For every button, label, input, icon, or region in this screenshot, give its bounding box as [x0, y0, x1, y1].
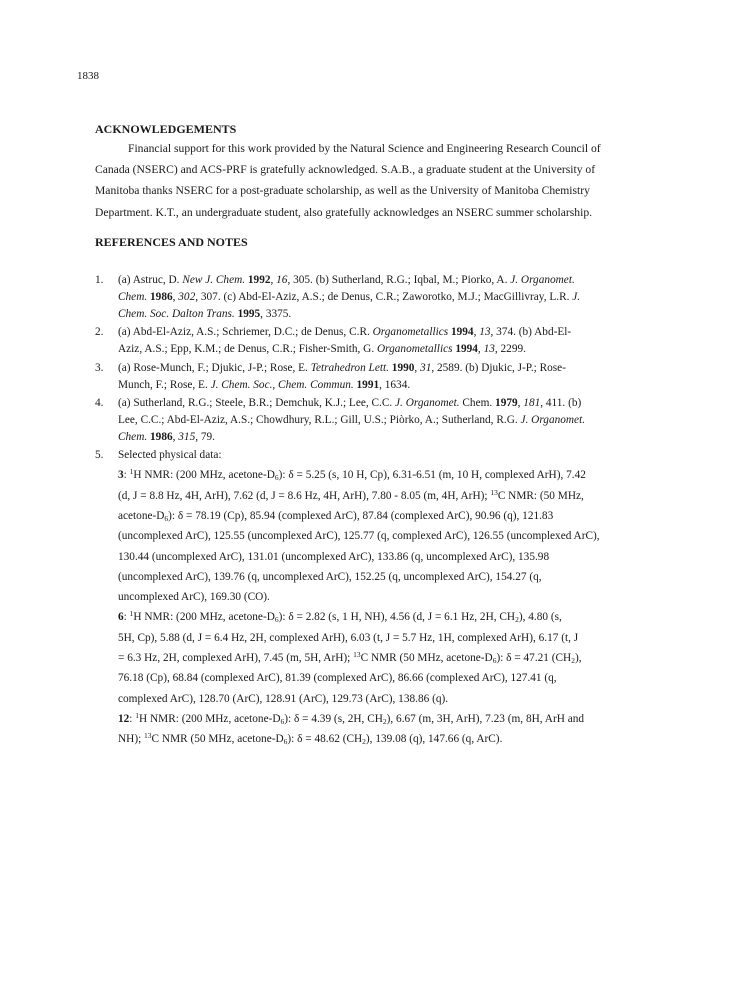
reference-line: Munch, F.; Rose, E. J. Chem. Soc., Chem. Commun. 1991, 1634. [118, 378, 411, 391]
ack-line: Department. K.T., an undergraduate student, also gratefully acknowledges an NSERC summer scholarship. [95, 205, 593, 219]
ack-line: Financial support for this work provided by the Natural Science and Engineering Research Council of [128, 142, 601, 155]
ack-line: Canada (NSERC) and ACS-PRF is gratefully acknowledged. S.A.B., a graduate student at the University of [95, 163, 596, 177]
ack-line: Manitoba thanks NSERC for a post-graduate scholarship, as well as the University of Manitoba Chemistry [95, 184, 590, 198]
reference-line: Chem. Soc. Dalton Trans. 1995, 3375. [118, 307, 292, 320]
physical-data-line: (uncomplexed ArC), 139.76 (q, uncomplexed ArC), 152.25 (q, uncomplexed ArC), 154.27 (q, [118, 570, 542, 583]
physical-data-block [118, 465, 655, 749]
references-list [95, 272, 655, 751]
reference-line: Selected physical data: [118, 449, 222, 462]
physical-data-line: acetone-$D_6$): δ = 78.19 (Cp), 85.94 (complexed ArC), 87.84 (complexed ArC), 90.96 (q), 121.83 [118, 509, 554, 523]
physical-data-line: (uncomplexed ArC), 125.55 (uncomplexed ArC), 125.77 (q, complexed ArC), 126.55 (uncomplexed ArC), [118, 530, 600, 543]
references-heading: REFERENCES AND NOTES [95, 235, 248, 249]
reference-line: Chem. 1986, 315, 79. [118, 430, 215, 443]
reference-number: 3. [95, 361, 104, 374]
reference-item [95, 360, 655, 394]
reference-line: Aziz, A.S.; Epp, K.M.; de Denus, C.R.; Fisher-Smith, G. Organometallics 1994, 13, 2299. [118, 343, 526, 356]
physical-data-line: 6: $^1$H NMR: (200 MHz, acetone-$D_6$): δ = 2.82 (s, 1 H, NH), 4.56 (d, J = 6.1 Hz, 2H, $CH_2$), 4.80 (s, [118, 609, 562, 625]
reference-line: (a) Sutherland, R.G.; Steele, B.R.; Demchuk, K.J.; Lee, C.C. J. Organomet. Chem. 1979, 181, 411. (b) [118, 397, 582, 410]
reference-line: Lee, C.C.; Abd-El-Aziz, A.S.; Chowdhury, R.L.; Gill, U.S.; Piòrko, A.; Sutherland, R.G. J. Organomet. [118, 414, 586, 427]
physical-data-line: NH); $^{13}$C NMR (50 MHz, acetone-$D_6$): δ = 48.62 $(CH_2)$, 139.08 (q), 147.66 (q, ArC). [118, 731, 503, 747]
page-number: 1838 [77, 70, 99, 82]
physical-data-line: 130.44 (uncomplexed ArC), 131.01 (uncomplexed ArC), 133.86 (q, uncomplexed ArC), 135.98 [118, 550, 550, 563]
reference-line: (a) Rose-Munch, F.; Djukic, J-P.; Rose, E. Tetrahedron Lett. 1990, 31, 2589. (b) Djukic, J-P.; Rose- [118, 361, 566, 374]
acknowledgements-body [95, 138, 643, 223]
physical-data-line: (d, J = 8.8 Hz, 4H, ArH), 7.62 (d, J = 8.6 Hz, 4H, ArH), 7.80 - 8.05 (m, 4H, ArH); $^{13}$C NMR: (50 MHz, [118, 487, 584, 502]
reference-item [95, 272, 655, 323]
acknowledgements-heading: ACKNOWLEDGEMENTS [95, 122, 237, 136]
physical-data-line: = 6.3 Hz, 2H, complexed ArH), 7.45 (m, 5H, ArH); $^{13}$C NMR (50 MHz, acetone-$D_6$): δ = 47.21 $(CH_2)$, [118, 650, 582, 666]
physical-data-line: 3: $^1$H NMR: (200 MHz, acetone-$D_6$): δ = 5.25 (s, 10 H, Cp), 6.31-6.51 (m, 10 H, complexed ArH), 7.42 [118, 467, 586, 483]
physical-data-line: 76.18 (Cp), 68.84 (complexed ArC), 81.39 (complexed ArC), 86.66 (complexed ArC), 127.41 (q, [118, 672, 557, 685]
reference-number: 4. [95, 397, 104, 410]
reference-number: 5. [95, 449, 104, 462]
physical-data-line: 12: $^1$H NMR: (200 MHz, acetone-$D_6$): δ = 4.39 (s, 2H, $CH_2$), 6.67 (m, 3H, ArH), 7.23 (m, 8H, ArH and [118, 710, 584, 726]
reference-line: (a) Astruc, D. New J. Chem. 1992, 16, 305. (b) Sutherland, R.G.; Iqbal, M.; Piorko, A. J. Organomet. [118, 274, 575, 286]
reference-number: 1. [95, 274, 104, 286]
reference-item [95, 395, 655, 446]
reference-item [95, 447, 655, 749]
reference-number: 2. [95, 326, 104, 339]
reference-item [95, 324, 655, 358]
physical-data-line: 5H, Cp), 5.88 (d, J = 6.4 Hz, 2H, complexed ArH), 6.03 (t, J = 5.7 Hz, 1H, complexed ArH), 6.17 (t, J [118, 631, 579, 644]
reference-line: (a) Abd-El-Aziz, A.S.; Schriemer, D.C.; de Denus, C.R. Organometallics 1994, 13, 374. (b) Abd-El- [118, 326, 572, 339]
reference-line: Chem. 1986, 302, 307. (c) Abd-El-Aziz, A.S.; de Denus, C.R.; Zaworotko, M.J.; MacGillivray, L.R. J. [118, 290, 581, 303]
physical-data-line: complexed ArC), 128.70 (ArC), 128.91 (ArC), 129.73 (ArC), 138.86 (q). [118, 692, 449, 705]
physical-data-line: uncomplexed ArC), 169.30 (CO). [118, 591, 270, 604]
